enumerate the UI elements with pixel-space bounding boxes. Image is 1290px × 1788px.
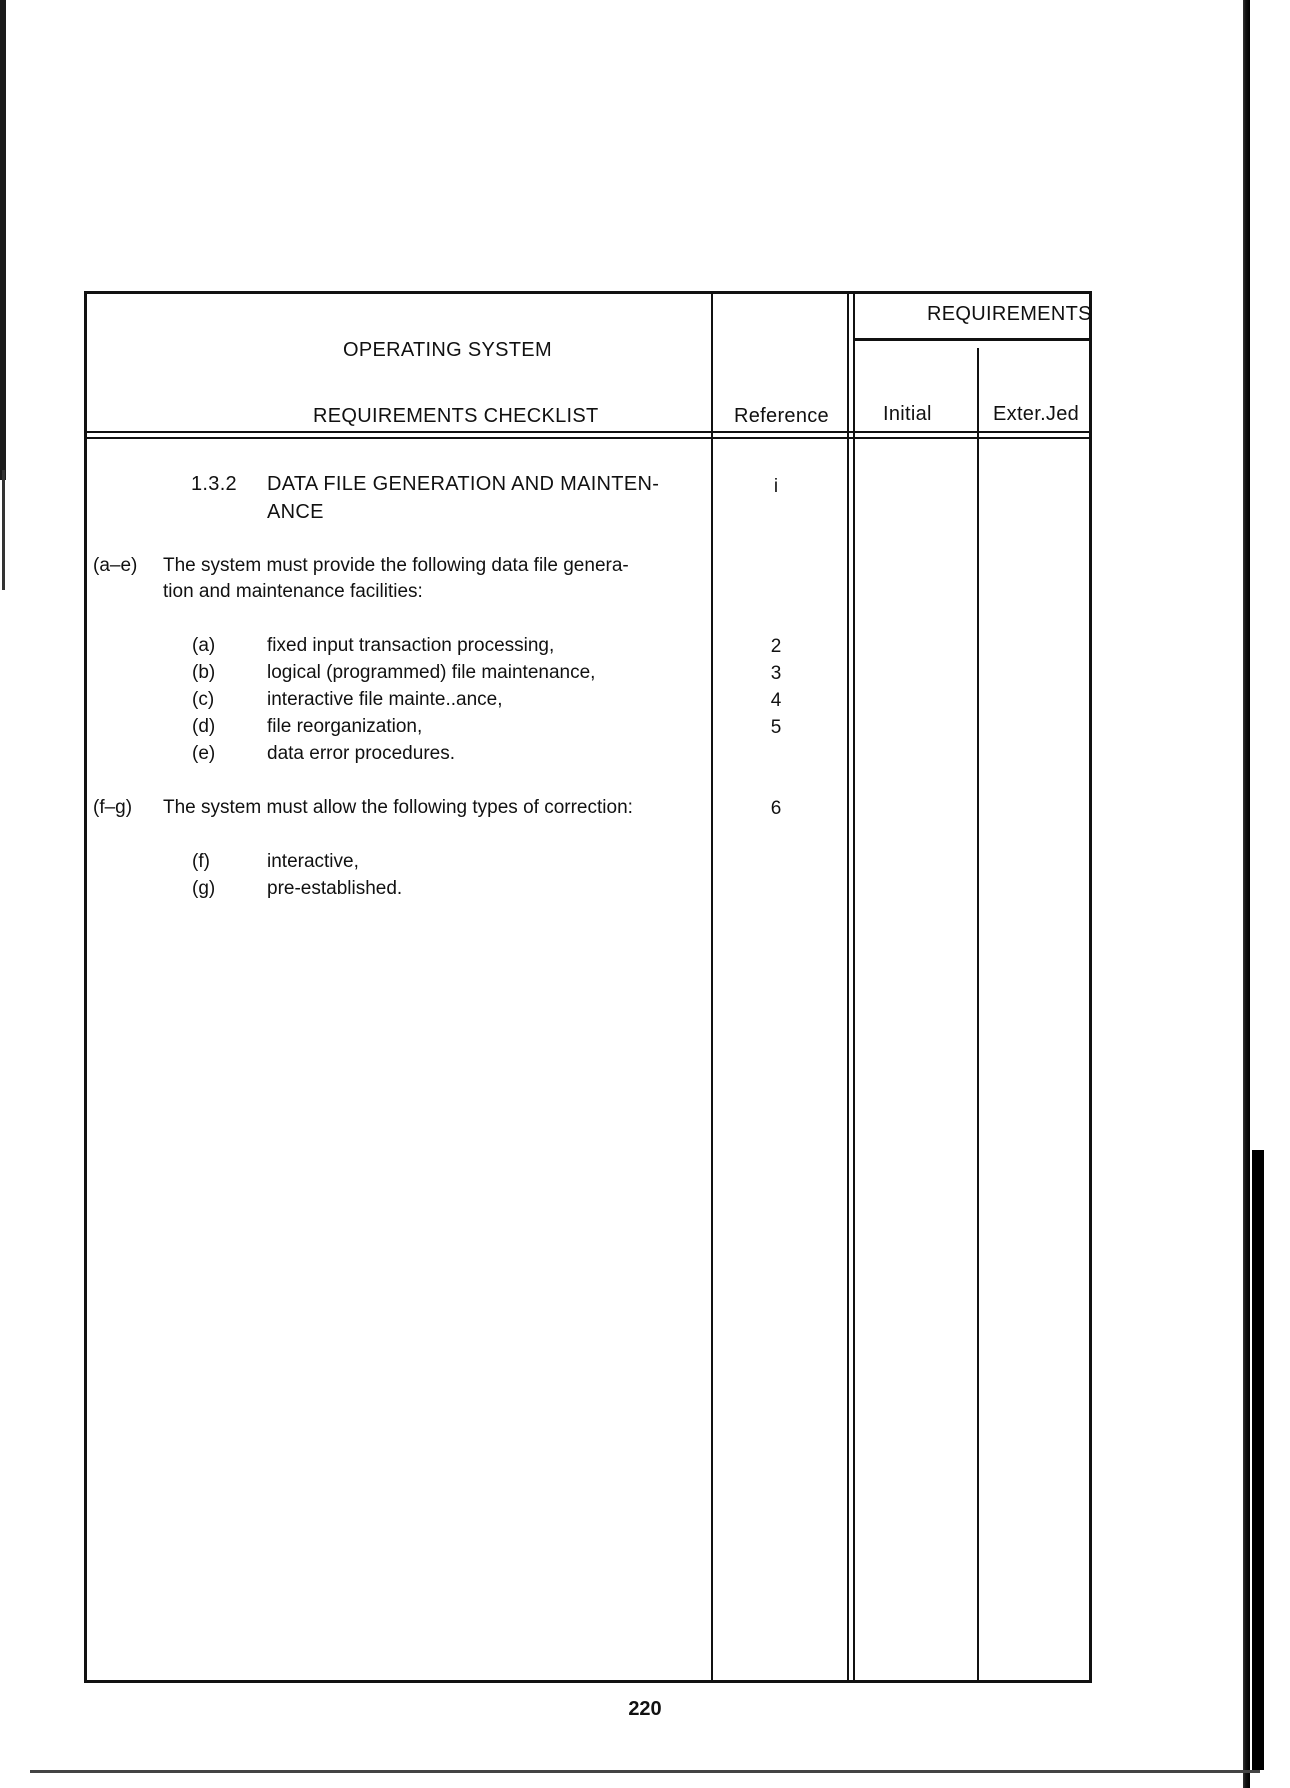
section-reference: i xyxy=(773,476,779,497)
divider-initial-extended xyxy=(977,348,979,1680)
divider-requirements-1 xyxy=(847,294,849,1680)
scan-edge-left xyxy=(0,0,6,480)
scan-edge-left-mark xyxy=(2,470,5,590)
group2-label: (f–g) xyxy=(93,797,133,818)
item-letter: (b) xyxy=(192,662,216,683)
item-reference: 3 xyxy=(770,663,782,684)
item-letter: (d) xyxy=(192,716,216,737)
column-header-extended: Exter.Jed xyxy=(993,403,1080,425)
item-text: interactive file mainte..ance, xyxy=(267,689,503,710)
section-number: 1.3.2 xyxy=(191,473,237,495)
group2-text: The system must allow the following types of correction: xyxy=(163,797,633,818)
requirements-rule xyxy=(853,338,1089,341)
item-text: data error procedures. xyxy=(267,743,455,764)
group1-label: (a–e) xyxy=(93,555,138,576)
item-text: file reorganization, xyxy=(267,716,423,737)
item-letter: (c) xyxy=(192,689,215,710)
table-title-line2: REQUIREMENTS CHECKLIST xyxy=(313,405,599,427)
group1-text-line2: tion and maintenance facilities: xyxy=(163,581,423,602)
scan-edge-bottom xyxy=(30,1770,1260,1773)
item-reference: 4 xyxy=(770,690,782,711)
item-text: logical (programmed) file maintenance, xyxy=(267,662,596,683)
item-letter: (a) xyxy=(192,635,216,656)
divider-requirements-2 xyxy=(853,294,855,1680)
header-rule-2 xyxy=(87,437,1089,439)
group2-reference: 6 xyxy=(770,798,782,819)
header-rule-1 xyxy=(87,431,1089,433)
item-text: interactive, xyxy=(267,851,359,872)
table-title-line1: OPERATING SYSTEM xyxy=(343,339,552,361)
section-title-line1: DATA FILE GENERATION AND MAINTEN- xyxy=(267,473,660,495)
page-number: 220 xyxy=(628,1698,662,1720)
column-header-requirements: REQUIREMENTS xyxy=(927,303,1092,325)
section-title-line2: ANCE xyxy=(267,501,324,523)
item-text: fixed input transaction processing, xyxy=(267,635,555,656)
scan-edge-right-shadow xyxy=(1252,1150,1264,1770)
item-text: pre-established. xyxy=(267,878,403,899)
column-header-reference: Reference xyxy=(734,405,829,427)
item-letter: (f) xyxy=(192,851,210,872)
column-header-initial: Initial xyxy=(883,403,932,425)
item-reference: 2 xyxy=(770,636,782,657)
item-letter: (e) xyxy=(192,743,216,764)
divider-reference xyxy=(711,294,713,1680)
group1-text-line1: The system must provide the following data file genera- xyxy=(163,555,629,576)
item-letter: (g) xyxy=(192,878,216,899)
scan-edge-right xyxy=(1243,0,1250,1788)
item-reference: 5 xyxy=(770,717,782,738)
checklist-table xyxy=(84,291,1092,1683)
